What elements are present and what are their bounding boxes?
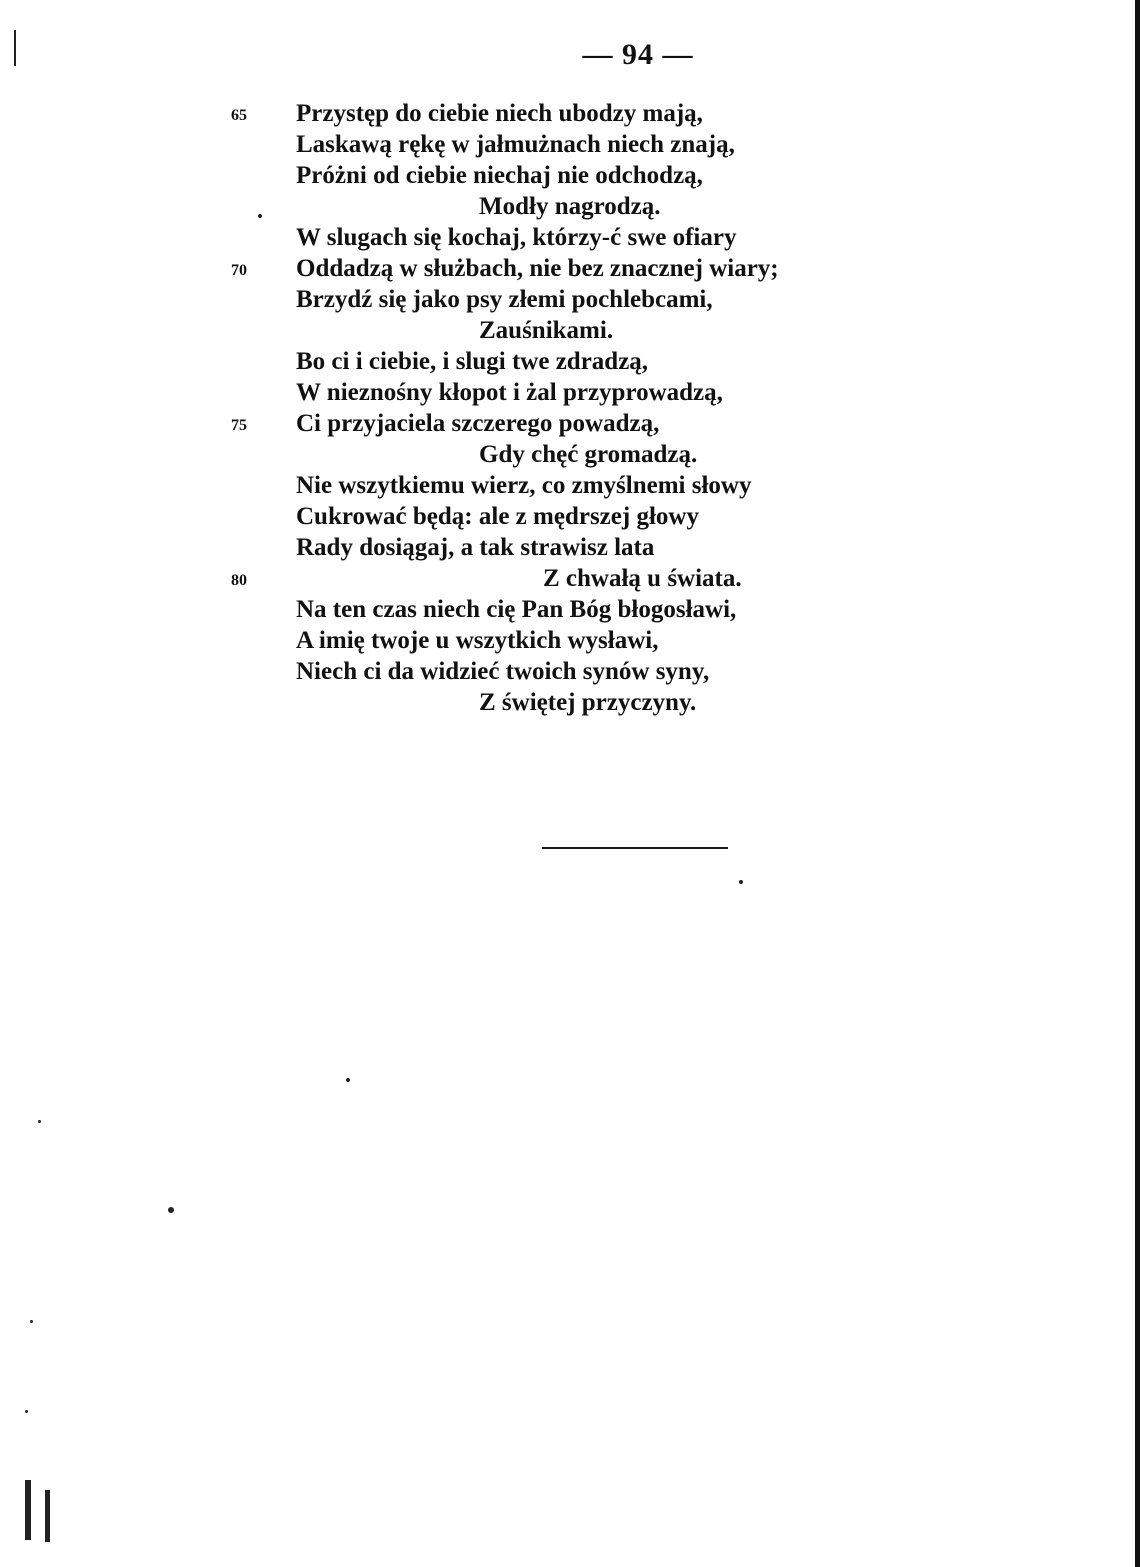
line-text: Modły nagrodzą. — [479, 193, 661, 220]
line-text: Z świętej przyczyny. — [479, 689, 697, 716]
scan-speck — [168, 1207, 174, 1213]
line-text: Oddadzą w służbach, nie bez znacznej wiary; — [296, 255, 779, 282]
line-text: Rady dosiągaj, a tak strawisz lata — [296, 534, 655, 561]
poem-line — [0, 470, 1140, 501]
scan-speck — [30, 1320, 33, 1323]
poem-line — [0, 687, 1140, 718]
line-number: 70 — [231, 262, 247, 279]
poem-line — [0, 315, 1140, 346]
poem-line — [0, 129, 1140, 160]
poem-line — [0, 222, 1140, 253]
line-text: A imię twoje u wszytkich wysławi, — [296, 627, 659, 654]
scan-speck — [25, 1410, 28, 1413]
line-text: Brzydź się jako psy złemi pochlebcami, — [296, 286, 713, 313]
line-text: Niech ci da widzieć twoich synów syny, — [296, 658, 710, 685]
margin-mark — [45, 1490, 50, 1542]
line-text: Próżni od ciebie niechaj nie odchodzą, — [296, 162, 703, 189]
scan-speck — [346, 1078, 350, 1082]
poem-line — [0, 625, 1140, 656]
line-text: Przystęp do ciebie niech ubodzy mają, — [296, 100, 703, 127]
poem-line — [0, 191, 1140, 222]
poem-stanzas — [0, 98, 1140, 718]
line-text: Bo ci i ciebie, i slugi twe zdradzą, — [296, 348, 649, 375]
poem-line — [0, 346, 1140, 377]
poem-line — [0, 594, 1140, 625]
poem-line — [0, 160, 1140, 191]
line-text: Na ten czas niech cię Pan Bóg błogosławi, — [296, 596, 737, 623]
line-number: 80 — [231, 572, 247, 589]
line-text: W nieznośny kłopot i żal przyprowadzą, — [296, 379, 723, 406]
poem-line — [0, 98, 1140, 129]
scan-speck — [38, 1120, 41, 1123]
poem-line — [0, 532, 1140, 563]
poem-line — [0, 408, 1140, 439]
poem-line — [0, 563, 1140, 594]
poem-line — [0, 656, 1140, 687]
poem-line — [0, 501, 1140, 532]
line-number: 75 — [231, 417, 247, 434]
scan-speck — [739, 880, 743, 884]
scan-speck — [258, 214, 262, 218]
page-number: — 94 — — [582, 38, 694, 71]
end-rule-divider — [542, 847, 728, 849]
poem-line — [0, 284, 1140, 315]
line-text: Cukrować będą: ale z mędrszej głowy — [296, 503, 699, 530]
line-text: Z chwałą u świata. — [543, 565, 742, 592]
line-number: 65 — [231, 107, 247, 124]
line-text: Laskawą rękę w jałmużnach niech znają, — [296, 131, 735, 158]
line-text: Gdy chęć gromadzą. — [479, 441, 698, 468]
poem-line — [0, 439, 1140, 470]
poem-line — [0, 253, 1140, 284]
line-text: Nie wszytkiemu wierz, co zmyślnemi słowy — [296, 472, 752, 499]
poem-line — [0, 377, 1140, 408]
margin-mark — [14, 30, 16, 66]
line-text: Ci przyjaciela szczerego powadzą, — [296, 410, 660, 437]
line-text: W slugach się kochaj, którzy-ć swe ofiary — [296, 224, 737, 251]
line-text: Zauśnikami. — [479, 317, 614, 344]
margin-mark — [25, 1480, 31, 1540]
